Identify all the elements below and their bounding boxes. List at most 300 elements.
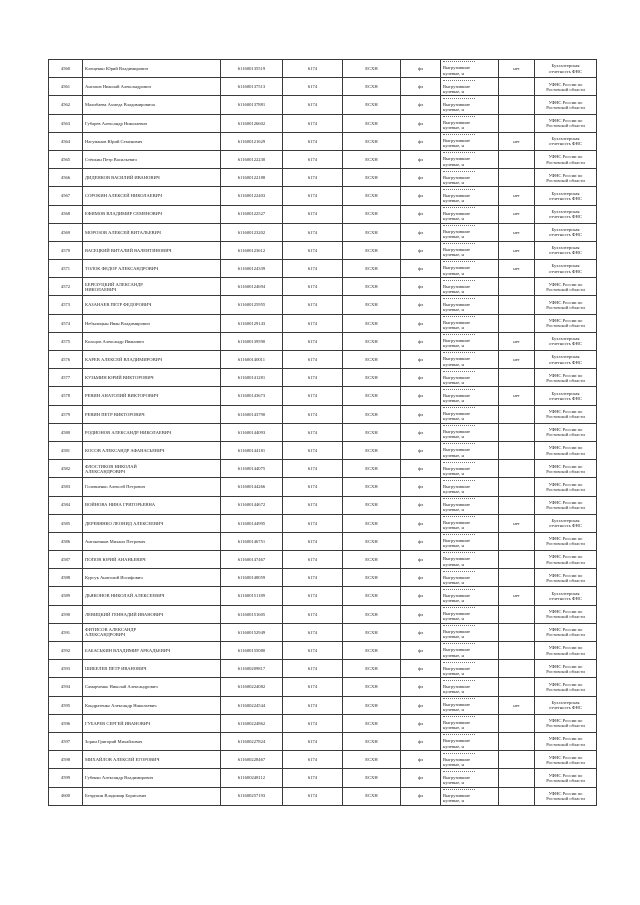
source-organization-cell [535, 78, 597, 96]
source-organization-cell [535, 642, 597, 660]
taxpayer-name-cell [83, 423, 221, 441]
row-number: 4566 [60, 175, 71, 181]
entity-type-cell [401, 532, 441, 550]
row-number-cell [49, 751, 83, 769]
taxpayer-name: Курсук Анатолий Иосифович [85, 575, 143, 581]
source-organization: УФНС России по Ростовской области [546, 790, 585, 802]
taxpayer-name: ФЛОСТИКОВ НИКОЛАЙ АЛЕКСАНДРОВИЧ [85, 463, 137, 474]
dotted-rule [443, 589, 475, 592]
row-number-cell [49, 169, 83, 187]
row-number-cell [49, 332, 83, 350]
source-organization: УФНС России по Ростовской области [546, 736, 585, 747]
source-organization: Бухгалтерская отчетность ФНС [549, 227, 582, 238]
row-number-cell [49, 496, 83, 514]
taxpayer-name-cell [83, 732, 221, 750]
dotted-rule [443, 352, 475, 355]
entity-type: фл [417, 757, 424, 763]
inn-number-cell [221, 332, 283, 350]
presence-mark-cell [499, 351, 535, 369]
tax-regime: ЕСХН [365, 538, 378, 544]
taxpayer-name-cell [83, 714, 221, 732]
row-number-cell [49, 241, 83, 259]
source-organization-cell [535, 351, 597, 369]
source-organization-cell [535, 496, 597, 514]
tax-office-code-cell [283, 751, 343, 769]
presence-mark: нет [513, 266, 520, 272]
tax-office-code-cell [283, 405, 343, 423]
presence-mark: нет [513, 593, 520, 599]
inn-number: 611600155080 [237, 647, 266, 653]
row-number: 4590 [60, 611, 71, 617]
presence-mark-cell [499, 132, 535, 150]
report-type: Выгрузившие нулевые, н [443, 429, 471, 440]
entity-type: фл [417, 338, 424, 344]
tax-regime: ЕСХН [365, 611, 378, 617]
table-row [49, 278, 597, 296]
presence-mark-cell [499, 623, 535, 641]
tax-office-code: 6174 [307, 520, 318, 526]
presence-mark-cell [499, 605, 535, 623]
entity-type-cell [401, 787, 441, 805]
row-number: 4564 [60, 138, 71, 144]
tax-regime-cell [343, 441, 401, 459]
table-row [49, 587, 597, 605]
dotted-rule [443, 571, 475, 574]
inn-number: 611600257193 [237, 793, 266, 799]
inn-number-cell [221, 60, 283, 78]
taxpayer-name-cell [83, 751, 221, 769]
row-number-cell [49, 278, 83, 296]
row-number-cell [49, 769, 83, 787]
taxpayer-name-cell [83, 532, 221, 550]
row-number: 4561 [60, 84, 71, 90]
inn-number-cell [221, 369, 283, 387]
source-organization: Бухгалтерская отчетность ФНС [549, 263, 582, 274]
taxpayer-name-cell [83, 241, 221, 259]
taxpayer-name: РЕВИН АНАТОЛИЙ ВИКТОРОВИЧ [85, 393, 159, 399]
taxpayer-name: Головненко Алексей Петрович [85, 484, 146, 490]
dotted-rule [443, 207, 475, 210]
report-type: Выгрузившие нулевые, н [443, 574, 471, 585]
entity-type: фл [417, 738, 424, 744]
report-type-cell [441, 769, 499, 787]
presence-mark: нет [513, 356, 520, 362]
tax-office-code-cell [283, 696, 343, 714]
row-number: 4573 [60, 302, 71, 308]
taxpayer-name: ВОЙНОВА НИНА ГРИГОРЬЕВНА [85, 502, 156, 508]
dotted-rule [443, 625, 475, 628]
inn-number: 611600147467 [237, 557, 266, 563]
report-type: Выгрузившие нулевые, н [443, 320, 471, 331]
table-row [49, 751, 597, 769]
taxpayer-name-cell [83, 678, 221, 696]
source-organization: УФНС России по Ростовской области [546, 408, 585, 420]
row-number-cell [49, 96, 83, 114]
taxpayer-name: Стёпкин Петр Васильевич [85, 156, 137, 162]
source-organization-cell [535, 60, 597, 78]
report-type: Выгрузившие нулевые, н [443, 592, 471, 604]
row-number-cell [49, 223, 83, 241]
report-type: Выгрузившие нулевые, н [443, 83, 471, 94]
taxpayer-name-cell [83, 769, 221, 787]
table-row [49, 732, 597, 750]
tax-regime-cell [343, 696, 401, 714]
table-row [49, 260, 597, 278]
presence-mark: нет [513, 138, 520, 144]
dotted-rule [443, 552, 475, 555]
inn-number: 611600124694 [237, 284, 266, 290]
tax-office-code: 6174 [307, 775, 318, 781]
report-type-cell [441, 278, 499, 296]
report-type-cell [441, 150, 499, 168]
table-row [49, 460, 597, 478]
report-type-cell [441, 660, 499, 678]
tax-office-code: 6174 [307, 211, 318, 217]
tax-regime: ЕСХН [365, 338, 378, 344]
taxpayer-name-cell [83, 623, 221, 641]
dotted-rule [443, 80, 475, 83]
row-number-cell [49, 587, 83, 605]
tax-regime: ЕСХН [365, 738, 378, 744]
entity-type-cell [401, 605, 441, 623]
tax-regime-cell [343, 605, 401, 623]
report-type: Выгрузившие нулевые, н [443, 556, 471, 567]
tax-regime: ЕСХН [365, 629, 378, 635]
entity-type-cell [401, 314, 441, 332]
source-organization-cell [535, 332, 597, 350]
inn-number-cell [221, 642, 283, 660]
source-organization-cell [535, 296, 597, 314]
taxpayer-name-cell [83, 660, 221, 678]
row-number: 4593 [60, 666, 71, 672]
tax-office-code-cell [283, 514, 343, 532]
row-number: 4596 [60, 720, 71, 726]
entity-type: фл [417, 356, 424, 362]
taxpayer-name: ПОПОВ ЮРИЙ АНАНЬЕВИЧ [85, 557, 146, 563]
tax-regime: ЕСХН [365, 138, 378, 144]
report-type: Выгрузившие нулевые, н [443, 738, 471, 749]
report-type-cell [441, 787, 499, 805]
table-row [49, 78, 597, 96]
entity-type: фл [417, 393, 424, 399]
source-organization: УФНС России по Ростовской области [546, 99, 585, 110]
entity-type: фл [417, 502, 424, 508]
report-type-cell [441, 696, 499, 714]
taxpayer-name: Губарев Александр Николаевич [85, 120, 148, 126]
dotted-rule [443, 480, 475, 483]
presence-mark-cell [499, 369, 535, 387]
source-organization-cell [535, 241, 597, 259]
source-organization-cell [535, 714, 597, 732]
table-row [49, 187, 597, 205]
source-organization: УФНС России по Ростовской области [546, 499, 585, 511]
tax-regime-cell [343, 387, 401, 405]
report-type: Выгрузившие нулевые, н [443, 647, 471, 658]
report-type-cell [441, 496, 499, 514]
presence-mark-cell [499, 787, 535, 805]
tax-office-code: 6174 [307, 175, 318, 181]
tax-regime: ЕСХН [365, 65, 378, 71]
row-number: 4569 [60, 229, 71, 235]
tax-office-code-cell [283, 332, 343, 350]
tax-regime-cell [343, 732, 401, 750]
inn-number: 611600227824 [237, 738, 266, 744]
inn-number-cell [221, 460, 283, 478]
dotted-rule [443, 116, 475, 119]
row-number: 4581 [60, 447, 71, 453]
report-type-cell [441, 405, 499, 423]
inn-number-cell [221, 660, 283, 678]
report-type-cell [441, 478, 499, 496]
tax-regime-cell [343, 314, 401, 332]
presence-mark-cell [499, 714, 535, 732]
entity-type-cell [401, 369, 441, 387]
source-organization: УФНС России по Ростовской области [546, 172, 585, 183]
row-number-cell [49, 696, 83, 714]
source-organization: Бухгалтерская отчетность ФНС [549, 63, 582, 74]
inn-number-cell [221, 423, 283, 441]
presence-mark: нет [513, 702, 520, 708]
tax-office-code-cell [283, 150, 343, 168]
taxpayer-name: Клещенко Юрий Владимирович [85, 65, 149, 71]
table-row [49, 150, 597, 168]
tax-regime-cell [343, 678, 401, 696]
entity-type-cell [401, 78, 441, 96]
tax-office-code: 6174 [307, 338, 318, 344]
source-organization-cell [535, 751, 597, 769]
report-type-cell [441, 96, 499, 114]
entity-type: фл [417, 175, 424, 181]
inn-number: 611600224544 [237, 702, 266, 708]
tax-regime: ЕСХН [365, 666, 378, 672]
table-row [49, 514, 597, 532]
inn-number: 611600122188 [237, 175, 266, 181]
tax-office-code: 6174 [307, 120, 318, 126]
report-type-cell [441, 223, 499, 241]
report-type-cell [441, 587, 499, 605]
taxpayer-name-cell [83, 96, 221, 114]
row-number-cell [49, 678, 83, 696]
report-type: Выгрузившие нулевые, н [443, 683, 471, 694]
source-organization: Бухгалтерская отчетность ФНС [549, 208, 582, 220]
inn-number: 611600248112 [237, 775, 266, 781]
row-number: 4563 [60, 120, 71, 126]
inn-number-cell [221, 78, 283, 96]
dotted-rule [443, 371, 475, 374]
tax-office-code-cell [283, 369, 343, 387]
row-number-cell [49, 114, 83, 132]
taxpayer-name-cell [83, 478, 221, 496]
inn-number: 611600144266 [237, 484, 266, 490]
tax-regime: ЕСХН [365, 466, 378, 472]
row-number: 4570 [60, 247, 71, 253]
presence-mark: нет [513, 229, 520, 235]
row-number-cell [49, 642, 83, 660]
dotted-rule [443, 334, 475, 337]
entity-type: фл [417, 593, 424, 599]
tax-regime: ЕСХН [365, 702, 378, 708]
taxpayer-name: ЛЕВИЦКИЙ ГЕННАДИЙ ИВАНОВИЧ [85, 611, 164, 617]
table-row [49, 605, 597, 623]
row-number-cell [49, 551, 83, 569]
source-organization-cell [535, 769, 597, 787]
entity-type: фл [417, 375, 424, 381]
row-number: 4591 [60, 629, 71, 635]
row-number-cell [49, 787, 83, 805]
table-row [49, 60, 597, 78]
inn-number: 611600151605 [237, 611, 266, 617]
report-type: Выгрузившие нулевые, н [443, 247, 471, 258]
source-organization: УФНС России по Ростовской области [546, 645, 585, 656]
report-type: Выгрузившие нулевые, н [443, 229, 471, 240]
inn-number-cell [221, 441, 283, 459]
source-organization: Бухгалтерская отчетность ФНС [549, 590, 582, 602]
report-type: Выгрузившие нулевые, н [443, 720, 471, 731]
tax-office-code: 6174 [307, 575, 318, 581]
row-number: 4577 [60, 375, 71, 381]
tax-office-code-cell [283, 423, 343, 441]
inn-number-cell [221, 260, 283, 278]
entity-type: фл [417, 138, 424, 144]
presence-mark-cell [499, 260, 535, 278]
report-type: Выгрузившие нулевые, н [443, 774, 471, 785]
report-type: Выгрузившие нулевые, н [443, 520, 471, 531]
row-number: 4567 [60, 193, 71, 199]
inn-number: 611600143673 [237, 393, 266, 399]
row-number: 4560 [60, 65, 71, 71]
report-type-cell [441, 678, 499, 696]
entity-type-cell [401, 478, 441, 496]
tax-office-code: 6174 [307, 429, 318, 435]
table-row [49, 405, 597, 423]
dotted-rule [443, 516, 475, 519]
report-type-cell [441, 532, 499, 550]
row-number: 4580 [60, 429, 71, 435]
row-number-cell [49, 605, 83, 623]
report-type-cell [441, 205, 499, 223]
tax-office-code: 6174 [307, 229, 318, 235]
dotted-rule [443, 243, 475, 246]
entity-type: фл [417, 575, 424, 581]
report-type: Выгрузившие нулевые, н [443, 374, 471, 385]
presence-mark-cell [499, 405, 535, 423]
tax-regime: ЕСХН [365, 757, 378, 763]
row-number: 4572 [60, 284, 71, 290]
source-organization-cell [535, 696, 597, 714]
source-organization: УФНС России по Ростовской области [546, 754, 585, 765]
entity-type: фл [417, 411, 424, 417]
dotted-rule [443, 134, 475, 137]
entity-type-cell [401, 114, 441, 132]
taxpayer-name: ЕФИМОВ ВЛАДИМИР СЕМЕНОВИЧ [85, 211, 163, 217]
row-number: 4583 [60, 484, 71, 490]
report-type: Выгрузившие нулевые, н [443, 465, 471, 476]
table-row [49, 423, 597, 441]
entity-type: фл [417, 320, 424, 326]
tax-office-code-cell [283, 532, 343, 550]
taxpayer-name-cell [83, 278, 221, 296]
entity-type: фл [417, 611, 424, 617]
entity-type-cell [401, 332, 441, 350]
entity-type-cell [401, 587, 441, 605]
dotted-rule [443, 316, 475, 319]
taxpayer-name: КАЗАНАЕВ ПЕТР ФЕДОРОВИЧ [85, 302, 152, 308]
table-row [49, 551, 597, 569]
taxpayer-name-cell [83, 496, 221, 514]
tax-office-code-cell [283, 351, 343, 369]
entity-type-cell [401, 642, 441, 660]
dotted-rule [443, 298, 475, 301]
source-organization-cell [535, 187, 597, 205]
registry-rows [49, 60, 597, 806]
presence-mark: нет [513, 65, 520, 71]
tax-regime: ЕСХН [365, 557, 378, 563]
tax-regime: ЕСХН [365, 247, 378, 253]
inn-number-cell [221, 532, 283, 550]
source-organization-cell [535, 114, 597, 132]
tax-office-code-cell [283, 714, 343, 732]
inn-number: 611600137513 [237, 84, 266, 90]
source-organization-cell [535, 605, 597, 623]
taxpayer-name: Кольцов Александр Иванович [85, 338, 144, 344]
tax-regime: ЕСХН [365, 793, 378, 799]
entity-type-cell [401, 187, 441, 205]
report-type: Выгрузившие нулевые, н [443, 701, 471, 713]
entity-type: фл [417, 520, 424, 526]
tax-office-code-cell [283, 60, 343, 78]
row-number-cell [49, 387, 83, 405]
dotted-rule [443, 98, 475, 101]
report-type-cell [441, 169, 499, 187]
tax-office-code-cell [283, 260, 343, 278]
report-type: Выгрузившие нулевые, н [443, 156, 471, 167]
tax-office-code-cell [283, 732, 343, 750]
tax-regime-cell [343, 769, 401, 787]
taxpayer-name: ВАСЕЦКИЙ ВИТАЛИЙ ВАЛЕНТИНОВИЧ [85, 247, 172, 253]
table-row [49, 478, 597, 496]
source-organization-cell [535, 260, 597, 278]
report-type-cell [441, 623, 499, 641]
row-number-cell [49, 660, 83, 678]
inn-number-cell [221, 605, 283, 623]
tax-regime-cell [343, 260, 401, 278]
presence-mark: нет [513, 247, 520, 253]
taxpayer-registry-table [48, 59, 597, 806]
row-number: 4597 [60, 738, 71, 744]
row-number: 4587 [60, 557, 71, 563]
source-organization: Бухгалтерская отчетность ФНС [549, 390, 582, 401]
taxpayer-name: КАРЕВ АЛЕКСЕЙ ВЛАДИМИРОВИЧ [85, 356, 162, 362]
table-row [49, 769, 597, 787]
row-number: 4584 [60, 502, 71, 508]
row-number: 4576 [60, 356, 71, 362]
tax-office-code-cell [283, 678, 343, 696]
report-type: Выгрузившие нулевые, н [443, 356, 471, 367]
row-number: 4599 [60, 775, 71, 781]
tax-office-code-cell [283, 551, 343, 569]
taxpayer-name: МОРОЗОВ АЛЕКСЕЙ ВИТАЛЬЕВИЧ [85, 229, 161, 235]
row-number-cell [49, 514, 83, 532]
entity-type: фл [417, 684, 424, 690]
entity-type-cell [401, 769, 441, 787]
table-row [49, 169, 597, 187]
entity-type: фл [417, 538, 424, 544]
row-number: 4598 [60, 757, 71, 763]
inn-number: 611600144995 [237, 520, 266, 526]
taxpayer-name-cell [83, 696, 221, 714]
taxpayer-name: КОСОВ АЛЕКСАНДР АФАНАСЬЕВИЧ [85, 447, 165, 453]
entity-type-cell [401, 751, 441, 769]
